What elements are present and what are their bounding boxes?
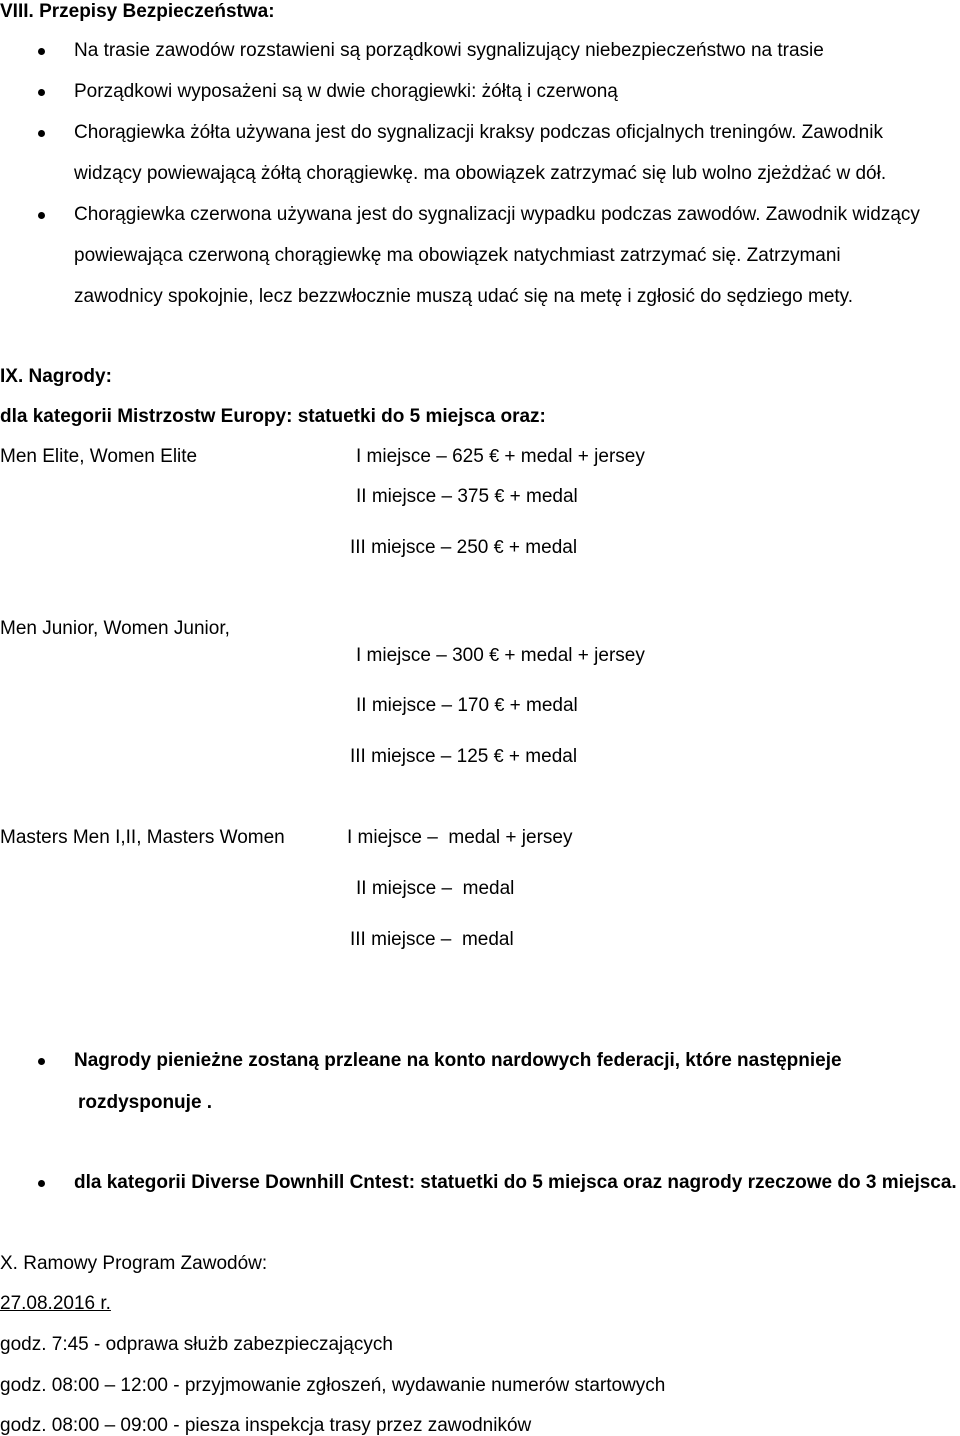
bullet-dot	[38, 1180, 45, 1187]
bullet-dot	[38, 48, 45, 55]
prizes-subheading: dla kategorii Mistrzostw Europy: statuetki do 5 miejsca oraz:	[0, 406, 546, 427]
program-item: godz. 08:00 – 09:00 - piesza inspekcja trasy przez zawodników	[0, 1415, 532, 1436]
safety-rule-4: Chorągiewka czerwona używana jest do sygnalizacji wypadku podczas zawodów. Zawodnik widzący	[74, 204, 920, 225]
prize-row: I miejsce – 300 € + medal + jersey	[356, 645, 645, 666]
prize-row: I miejsce – medal + jersey	[347, 827, 573, 848]
prize-row: II miejsce – 375 € + medal	[356, 486, 578, 507]
euro-icon: €	[489, 645, 500, 665]
program-date: 27.08.2016 r.	[0, 1293, 111, 1314]
euro-icon: €	[493, 746, 504, 766]
program-item: godz. 7:45 - odprawa służb zabezpieczających	[0, 1334, 393, 1355]
bullet-dot	[38, 89, 45, 96]
section-heading-prizes: IX. Nagrody:	[0, 366, 112, 387]
euro-icon: €	[493, 537, 504, 557]
prize-row: II miejsce – medal	[356, 878, 515, 899]
safety-rule-4-cont: powiewająca czerwoną chorągiewkę ma obowiązek natychmiast zatrzymać się. Zatrzymani	[74, 245, 841, 266]
safety-rule-3: Chorągiewka żółta używana jest do sygnalizacji kraksy podczas oficjalnych treningów. Zawodnik	[74, 122, 883, 143]
category-masters: Masters Men I,II, Masters Women	[0, 827, 285, 848]
safety-rule-2: Porządkowi wyposażeni są w dwie chorągiewki: żółtą i czerwoną	[74, 81, 618, 102]
safety-rule-3-cont: widzący powiewającą żółtą chorągiewkę. ma obowiązek zatrzymać się lub wolno zjeżdżać w dół.	[74, 163, 887, 184]
category-junior: Men Junior, Women Junior,	[0, 618, 230, 639]
safety-rule-4-cont2: zawodnicy spokojnie, lecz bezzwłocznie muszą udać się na metę i zgłosić do sędziego mety.	[74, 286, 854, 307]
section-heading-program: X. Ramowy Program Zawodów:	[0, 1253, 268, 1274]
prize-row: III miejsce – 250 € + medal	[350, 537, 578, 558]
bullet-dot	[38, 212, 45, 219]
prize-row: II miejsce – 170 € + medal	[356, 695, 578, 716]
euro-icon: €	[489, 446, 500, 466]
program-item: godz. 08:00 – 12:00 - przyjmowanie zgłoszeń, wydawanie numerów startowych	[0, 1375, 666, 1396]
prize-row: III miejsce – 125 € + medal	[350, 746, 578, 767]
prize-transfer-note-cont: rozdysponuje .	[78, 1092, 213, 1113]
diverse-downhill-note: dla kategorii Diverse Downhill Cntest: statuetki do 5 miejsca oraz nagrody rzeczowe do 3 miejsca.	[74, 1172, 957, 1193]
section-heading-safety: VIII. Przepisy Bezpieczeństwa:	[0, 1, 275, 22]
prize-row: III miejsce – medal	[350, 929, 514, 950]
safety-rule-1: Na trasie zawodów rozstawieni są porządkowi sygnalizujący niebezpieczeństwo na trasie	[74, 40, 824, 61]
prize-transfer-note: Nagrody pienieżne zostaną przleane na konto nardowych federacji, które następnieje	[74, 1050, 842, 1071]
category-elite: Men Elite, Women Elite	[0, 446, 198, 467]
euro-icon: €	[494, 486, 505, 506]
prize-row: I miejsce – 625 € + medal + jersey	[356, 446, 645, 467]
bullet-dot	[38, 1058, 45, 1065]
euro-icon: €	[494, 695, 505, 715]
bullet-dot	[38, 130, 45, 137]
